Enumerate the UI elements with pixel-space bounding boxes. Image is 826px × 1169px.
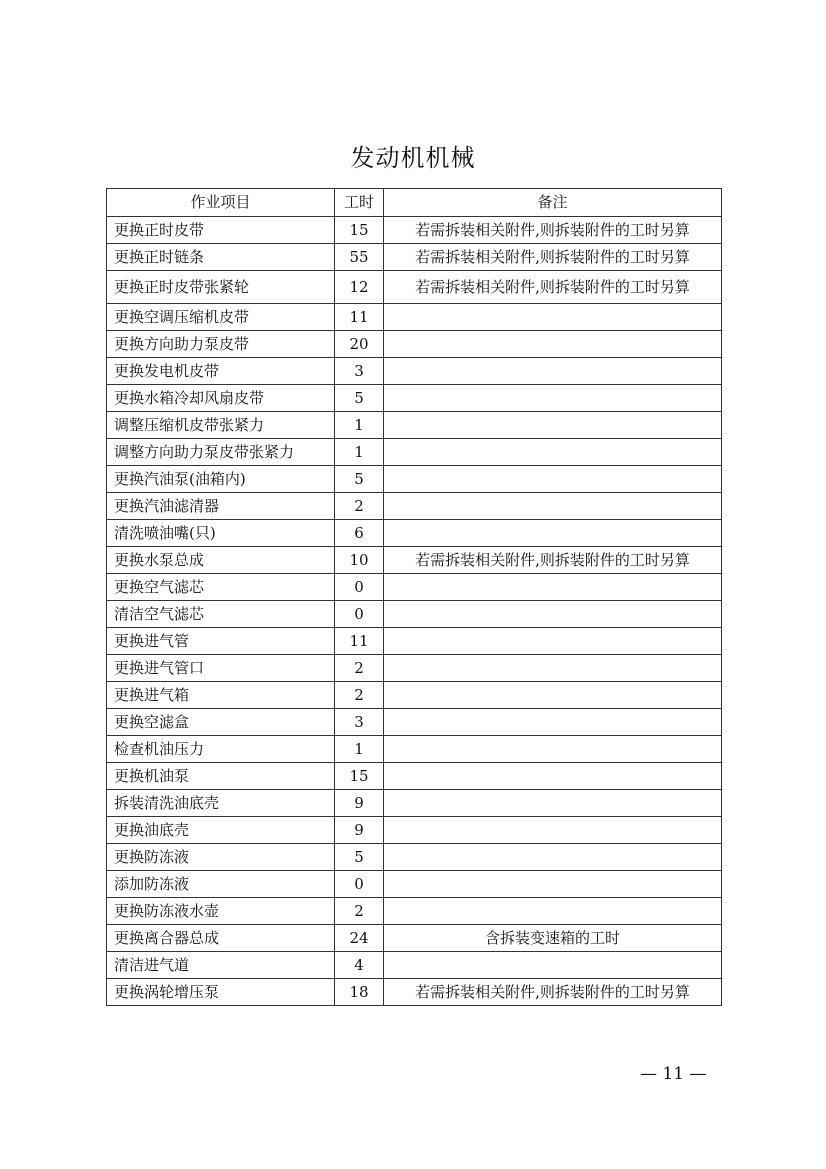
cell-item: 更换防冻液: [107, 844, 335, 871]
cell-hours: 20: [335, 331, 384, 358]
cell-item: 更换汽油滤清器: [107, 493, 335, 520]
cell-item: 更换涡轮增压泵: [107, 979, 335, 1006]
cell-item: 更换发电机皮带: [107, 358, 335, 385]
cell-hours: 1: [335, 736, 384, 763]
cell-remark: [384, 520, 722, 547]
table-row: [107, 979, 722, 1006]
cell-item: 更换离合器总成: [107, 925, 335, 952]
page-title: 发动机机械: [350, 144, 476, 172]
cell-remark: [384, 736, 722, 763]
cell-hours: 0: [335, 574, 384, 601]
cell-remark: [384, 655, 722, 682]
table-row: [107, 790, 722, 817]
cell-item: 更换正时皮带: [107, 217, 335, 244]
table-row: [107, 898, 722, 925]
cell-remark: [384, 466, 722, 493]
cell-item: 更换水箱冷却风扇皮带: [107, 385, 335, 412]
cell-remark: [384, 574, 722, 601]
column-header-remark: 备注: [384, 189, 722, 217]
cell-hours: 12: [335, 271, 384, 304]
table-row: [107, 412, 722, 439]
table-row: [107, 844, 722, 871]
column-header-hours: 工时: [335, 189, 384, 217]
cell-remark: [384, 790, 722, 817]
cell-remark: 若需拆装相关附件,则拆装附件的工时另算: [384, 244, 722, 271]
cell-hours: 0: [335, 871, 384, 898]
cell-remark: [384, 817, 722, 844]
cell-remark: 若需拆装相关附件,则拆装附件的工时另算: [384, 547, 722, 574]
table-row: [107, 244, 722, 271]
cell-item: 更换水泵总成: [107, 547, 335, 574]
cell-remark: [384, 871, 722, 898]
cell-hours: 5: [335, 385, 384, 412]
cell-remark: 若需拆装相关附件,则拆装附件的工时另算: [384, 979, 722, 1006]
table-row: [107, 682, 722, 709]
column-header-item: 作业项目: [107, 189, 335, 217]
cell-remark: [384, 601, 722, 628]
table-row: [107, 871, 722, 898]
cell-remark: [384, 763, 722, 790]
cell-item: 更换汽油泵(油箱内): [107, 466, 335, 493]
cell-item: 更换正时链条: [107, 244, 335, 271]
table-row: [107, 217, 722, 244]
cell-item: 更换进气箱: [107, 682, 335, 709]
cell-hours: 4: [335, 952, 384, 979]
cell-hours: 1: [335, 412, 384, 439]
table-row: [107, 520, 722, 547]
cell-hours: 11: [335, 304, 384, 331]
cell-hours: 2: [335, 898, 384, 925]
cell-remark: [384, 385, 722, 412]
table-row: [107, 385, 722, 412]
cell-remark: [384, 304, 722, 331]
table-row: [107, 439, 722, 466]
cell-remark: [384, 709, 722, 736]
cell-item: 添加防冻液: [107, 871, 335, 898]
labor-hours-table: [106, 188, 722, 1006]
cell-remark: [384, 844, 722, 871]
table-row: [107, 493, 722, 520]
cell-hours: 24: [335, 925, 384, 952]
table-row: [107, 655, 722, 682]
table-row: [107, 817, 722, 844]
cell-hours: 10: [335, 547, 384, 574]
cell-item: 拆装清洗油底壳: [107, 790, 335, 817]
cell-item: 更换正时皮带张紧轮: [107, 271, 335, 304]
cell-item: 清洗喷油嘴(只): [107, 520, 335, 547]
cell-remark: [384, 412, 722, 439]
cell-item: 更换油底壳: [107, 817, 335, 844]
cell-hours: 2: [335, 493, 384, 520]
cell-hours: 0: [335, 601, 384, 628]
table-row: [107, 358, 722, 385]
table-row: [107, 304, 722, 331]
cell-item: 更换空滤盒: [107, 709, 335, 736]
cell-item: 更换进气管: [107, 628, 335, 655]
cell-item: 调整方向助力泵皮带张紧力: [107, 439, 335, 466]
table-row: [107, 628, 722, 655]
cell-hours: 11: [335, 628, 384, 655]
cell-remark: [384, 952, 722, 979]
cell-item: 更换空调压缩机皮带: [107, 304, 335, 331]
table-row: [107, 736, 722, 763]
cell-hours: 2: [335, 682, 384, 709]
cell-hours: 9: [335, 817, 384, 844]
cell-hours: 55: [335, 244, 384, 271]
cell-item: 清洁进气道: [107, 952, 335, 979]
cell-item: 更换进气管口: [107, 655, 335, 682]
table-row: [107, 574, 722, 601]
table-row: [107, 709, 722, 736]
cell-item: 调整压缩机皮带张紧力: [107, 412, 335, 439]
cell-hours: 2: [335, 655, 384, 682]
cell-remark: [384, 898, 722, 925]
table-body: [107, 217, 722, 1006]
cell-hours: 6: [335, 520, 384, 547]
cell-hours: 18: [335, 979, 384, 1006]
cell-remark: [384, 682, 722, 709]
page-number: — 11 —: [640, 1064, 707, 1084]
cell-item: 更换方向助力泵皮带: [107, 331, 335, 358]
cell-hours: 15: [335, 217, 384, 244]
cell-hours: 5: [335, 844, 384, 871]
cell-hours: 9: [335, 790, 384, 817]
table-row: [107, 952, 722, 979]
cell-remark: [384, 358, 722, 385]
cell-hours: 1: [335, 439, 384, 466]
table-row: [107, 925, 722, 952]
table-row: [107, 271, 722, 304]
cell-hours: 3: [335, 709, 384, 736]
table-row: [107, 466, 722, 493]
cell-remark: [384, 331, 722, 358]
cell-item: 更换防冻液水壶: [107, 898, 335, 925]
cell-remark: [384, 493, 722, 520]
cell-item: 更换空气滤芯: [107, 574, 335, 601]
cell-item: 更换机油泵: [107, 763, 335, 790]
cell-item: 清洁空气滤芯: [107, 601, 335, 628]
cell-remark: 若需拆装相关附件,则拆装附件的工时另算: [384, 271, 722, 304]
cell-remark: 含拆装变速箱的工时: [384, 925, 722, 952]
cell-remark: [384, 628, 722, 655]
table-row: [107, 601, 722, 628]
cell-remark: 若需拆装相关附件,则拆装附件的工时另算: [384, 217, 722, 244]
table-header-row: [107, 189, 722, 217]
table-row: [107, 763, 722, 790]
cell-hours: 15: [335, 763, 384, 790]
table-row: [107, 547, 722, 574]
cell-hours: 5: [335, 466, 384, 493]
cell-remark: [384, 439, 722, 466]
table-row: [107, 331, 722, 358]
cell-hours: 3: [335, 358, 384, 385]
cell-item: 检查机油压力: [107, 736, 335, 763]
